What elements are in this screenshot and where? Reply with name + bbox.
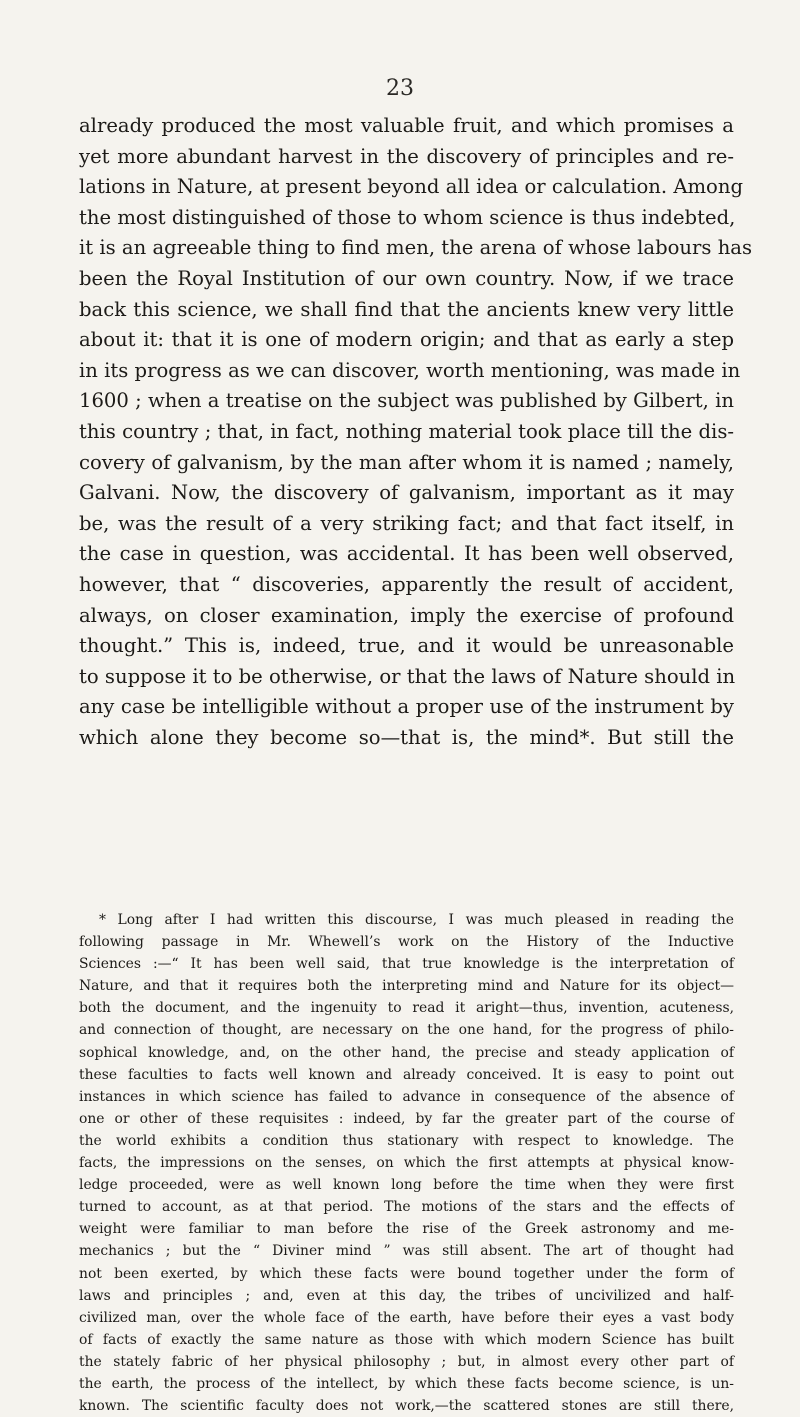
footnote-line: instances in which science has failed to advance in consequence of the absence of (79, 1088, 734, 1105)
main-text-line: yet more abundant harvest in the discovery of principles and re- (79, 144, 734, 168)
footnote-line: mechanics ; but the “ Diviner mind ” was still absent. The art of thought had (79, 1243, 734, 1260)
footnote-line: * Long after I had written this discourse, I was much pleased in reading the (99, 912, 734, 928)
main-text-line: always, on closer examination, imply the exercise of profound (79, 603, 734, 627)
main-text-line: in its progress as we can discover, worth mentioning, was made in (79, 358, 741, 382)
footnote-line: facts, the impressions on the senses, on which the first attempts at physical know- (79, 1155, 734, 1172)
footnote-line: of facts of exactly the same nature as those with which modern Science has built (79, 1331, 734, 1348)
footnote-line: and connection of thought, are necessary on the one hand, for the progress of philo- (79, 1022, 734, 1039)
footnote-line: laws and principles ; and, even at this day, the tribes of uncivilized and half- (79, 1287, 734, 1304)
footnote-line: Nature, and that it requires both the interpreting mind and Nature for its object— (79, 978, 734, 995)
main-text-line: been the Royal Institution of our own country. Now, if we trace (79, 266, 734, 290)
footnote-line: ledge proceeded, were as well known long before the time when they were first (79, 1177, 734, 1194)
main-text-line: which alone they become so—that is, the mind*. But still the (79, 725, 734, 749)
footnote-line: not been exerted, by which these facts were bound together under the form of (79, 1265, 734, 1282)
main-text-line: 1600 ; when a treatise on the subject was published by Gilbert, in (79, 389, 734, 413)
main-text-line: it is an agreeable thing to find men, the arena of whose labours has (79, 236, 753, 260)
footnote-line: following passage in Mr. Whewell’s work on the History of the Inductive (79, 934, 734, 951)
footnote-line: turned to account, as at that period. The motions of the stars and the effects of (79, 1199, 734, 1216)
footnote-line: one or other of these requisites : indeed, by far the greater part of the course of (79, 1110, 734, 1127)
main-text-line: however, that “ discoveries, apparently the result of accident, (79, 572, 734, 596)
main-text-line: the most distinguished of those to whom science is thus indebted, (79, 205, 736, 229)
main-text-block (79, 111, 753, 753)
page-number: 23 (386, 76, 414, 101)
footnote-line: the stately fabric of her physical philosophy ; but, in almost every other part of (79, 1353, 734, 1370)
main-text-line: Galvani. Now, the discovery of galvanism, important as it may (79, 481, 734, 505)
footnote-line: the earth, the process of the intellect, by which these facts become science, is un- (79, 1375, 734, 1392)
main-text-line: be, was the result of a very striking fact; and that fact itself, in (79, 511, 734, 535)
main-text-line: already produced the most valuable fruit, and which promises a (79, 114, 734, 137)
footnote-block (79, 909, 734, 1417)
main-text-line: covery of galvanism, by the man after whom it is named ; namely, (79, 450, 734, 474)
footnote-line: sophical knowledge, and, on the other hand, the precise and steady application of (79, 1044, 734, 1061)
footnote-line: both the document, and the ingenuity to read it aright—thus, invention, acuteness, (79, 1000, 734, 1017)
footnote-line: weight were familiar to man before the rise of the Greek astronomy and me- (79, 1221, 734, 1238)
main-text-line: about it: that it is one of modern origin; and that as early a step (79, 328, 734, 352)
footnote-line: the world exhibits a condition thus stationary with respect to knowledge. The (79, 1132, 734, 1149)
main-text-line: any case be intelligible without a proper use of the instrument by (79, 695, 734, 719)
footnote-line: these faculties to facts well known and already conceived. It is easy to point out (79, 1066, 734, 1083)
main-text-line: thought.” This is, indeed, true, and it would be unreasonable (79, 634, 734, 658)
main-text-line: the case in question, was accidental. It has been well observed, (79, 542, 734, 566)
footnote-line: Sciences :—“ It has been well said, that true knowledge is the interpretation of (79, 956, 734, 973)
footnote-line: known. The scientific faculty does not work,—the scattered stones are still there, (79, 1398, 734, 1415)
main-text-line: lations in Nature, at present beyond all idea or calculation. Among (79, 175, 744, 199)
main-text-line: this country ; that, in fact, nothing material took place till the dis- (79, 419, 734, 443)
main-text-line: to suppose it to be otherwise, or that the laws of Nature should in (79, 664, 736, 688)
footnote-line: civilized man, over the whole face of the earth, have before their eyes a vast body (79, 1309, 734, 1326)
main-text-line: back this science, we shall find that the ancients knew very little (79, 297, 734, 321)
